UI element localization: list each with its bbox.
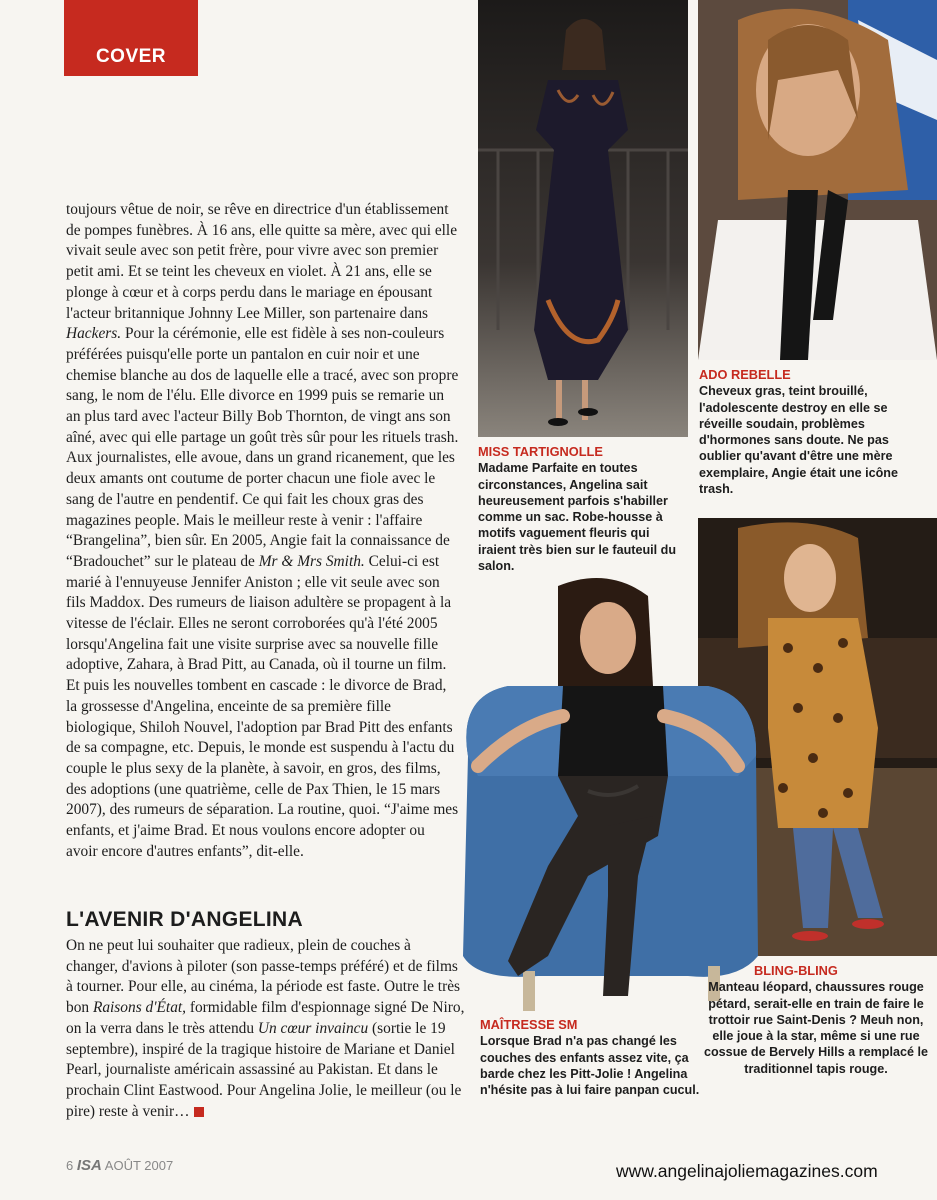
photo-miss-tartignolle (478, 0, 688, 437)
end-of-article-mark (194, 1107, 204, 1117)
caption-text: Manteau léopard, chaussures rouge pétard, serait-elle en train de faire le trottoir rue Saint-Denis ? Meuh non, elle joue à la star, même si une rue cossue de Bervely Hills a remplacé le traditionnel tapis rouge. (703, 980, 928, 1076)
caption-ado-rebelle (699, 367, 929, 497)
magazine-name: ISA (76, 1157, 102, 1174)
caption-bling-bling (700, 963, 932, 1077)
film-title: Raisons d'État, (92, 999, 187, 1017)
photo-miss-illustration (478, 0, 688, 437)
caption-text: Madame Parfaite en toutes circonstances, Angelina sait heureusement parfois s'habiller comme un sac. Robe-housse à motifs vaguement fleuris qui iraient très bien sur le fauteuil du salon. (478, 461, 677, 574)
issue-date: AOÛT 2007 (104, 1158, 174, 1173)
caption-title: MAÎTRESSE SM (480, 1017, 578, 1032)
caption-title: MISS TARTIGNOLLE (478, 444, 603, 459)
article-body-2 (66, 936, 466, 1122)
film-title: Hackers. (66, 325, 122, 343)
section-tag-label: COVER (95, 46, 167, 67)
section-heading: L'AVENIR D'ANGELINA (66, 908, 303, 931)
caption-text: Cheveux gras, teint brouillé, l'adolescente destroy en elle se réveille soudain, problèmes d'hormones sans doute. Ne pas oublier qu'avant d'être une mère exemplaire, Angie était une icône trash. (699, 384, 898, 497)
text-run: formidable film d'espionnage signé De Niro, on la verra dans le très attendu (66, 999, 465, 1037)
caption-miss-tartignolle (478, 444, 688, 574)
caption-maitresse-sm (480, 1017, 700, 1098)
caption-title: BLING-BLING (754, 963, 838, 978)
article-paragraph (66, 200, 460, 863)
caption-text: Lorsque Brad n'a pas changé les couches des enfants assez vite, ça barde chez les Pitt-Jolie ! Angelina n'hésite pas à lui faire panpan cucul. (480, 1034, 700, 1098)
film-title: Un cœur invaincu (257, 1019, 369, 1037)
text-run: (sortie le 19 septembre), inspiré de la tragique histoire de Mariane et Daniel Pearl, journaliste américain assassiné au Pakistan. Et dans le prochain Clint Eastwood. Pour Angelina Jolie, le meilleur (ou le pire) reste à venir… (66, 1019, 462, 1120)
article-paragraph (66, 936, 466, 1122)
photo-ado-rebelle (698, 0, 937, 360)
text-run: On ne peut lui souhaiter que radieux, plein de couches à changer, d'avions à piloter (son passe-temps préféré) et de films à tourner. Pour elle, au cinéma, la période est faste. Outre le très bon (66, 937, 461, 1017)
website-watermark: www.angelinajoliemagazines.com (616, 1161, 878, 1181)
photo-maitresse-sm (438, 576, 778, 1016)
caption-title: ADO REBELLE (699, 367, 791, 382)
page-folio (66, 1157, 173, 1174)
page-number: 6 (66, 1158, 74, 1173)
text-run: toujours vêtue de noir, se rêve en directrice d'un établissement de pompes funèbres. À 16 ans, elle quitte sa mère, avec qui elle vivait seule avec son petit frère, pour vivre avec son premier petit ami. Et se teint les cheveux en violet. À 21 ans, elle se plonge à cœur et à corps perdu dans le mariage en épousant l'acteur britannique Johnny Lee Miller, son partenaire dans (66, 201, 458, 322)
section-tag (64, 0, 198, 76)
photo-maitresse-illustration (438, 576, 778, 1016)
photo-ado-illustration (698, 0, 937, 360)
article-body (66, 200, 460, 863)
text-run: Pour la cérémonie, elle est fidèle à ses non-couleurs préférées puisqu'elle porte un pantalon en cuir noir et une chemise blanche au dos de laquelle elle a tracé, avec son propre sang, le nom de l'élu. Elle divorce en 1999 puis se remarie un an plus tard avec l'acteur Billy Bob Thornton, de vingt ans son aîné, avec qui elle partage un goût très sûr pour les rituels trash. Aux journalistes, elle avoue, dans un grand ricanement, que les deux amants ont coutume de porter chacun une fiole avec le sang de l'autre en pendentif. Ce qui fait les choux gras des magazines people. Mais le meilleur reste à venir : l'affaire “Brangelina”, bien sûr. En 2005, Angie fait la connaissance de “Bradouchet” sur le plateau de (66, 325, 459, 570)
text-run: Celui-ci est marié à l'ennuyeuse Jennifer Aniston ; elle vit seule avec son fils Maddox. Des rumeurs de liaison adultère se propagent à la vitesse de l'éclair. Elles ne seront corroborées qu'à l'été 2005 lorsqu'Angelina fait une visite surprise avec sa nouvelle fille adoptive, Zahara, à Brad Pitt, au Canada, où il tourne un film. Et puis les nouvelles tombent en cascade : le divorce de Brad, la grossesse d'Angelina, enceinte de sa première fille biologique, Shiloh Nouvel, l'adoption par Brad Pitt des enfants de sa compagne, etc. Depuis, le monde est suspendu à l'actu du couple le plus sexy de la planète, à savoir, en gros, des films, des adoptions (une quatrième, celle de Pax Thien, le 15 mars 2007), des rumeurs de séparation. La routine, quoi. “J'aime mes enfants, et j'aime Brad. Et nous voulons encore adopter ou avoir encore d'autres enfants”, dit-elle. (66, 552, 459, 860)
film-title: Mr & Mrs Smith. (258, 552, 365, 570)
